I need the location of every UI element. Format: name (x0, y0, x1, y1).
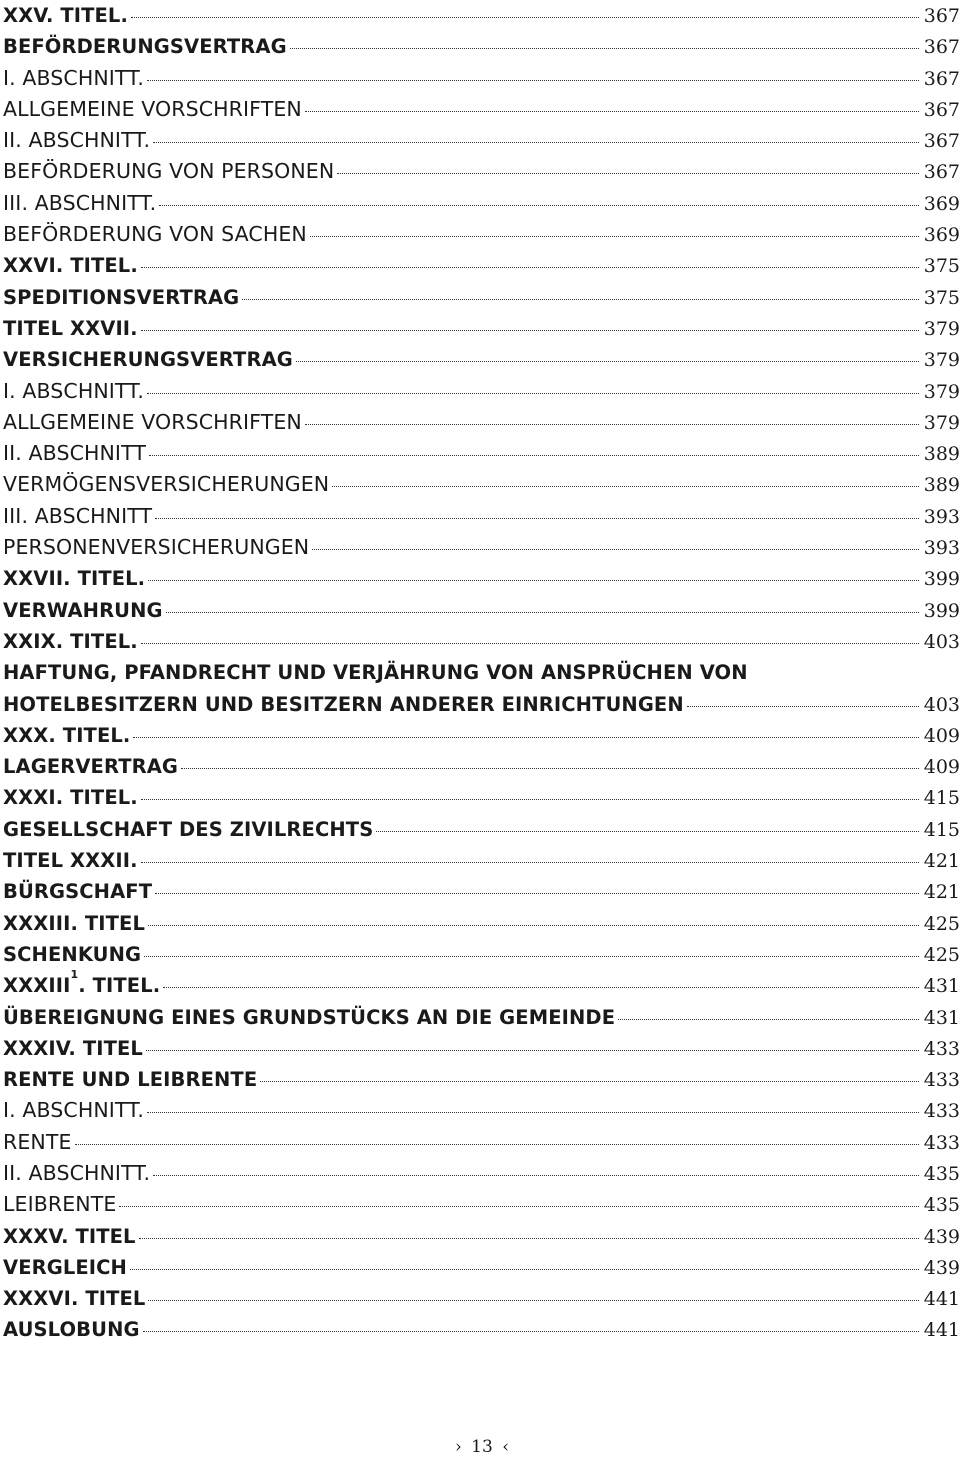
toc-entry-title: XXXI. TITEL. (3, 786, 138, 810)
toc-entry-title: VERGLEICH (3, 1255, 127, 1279)
toc-entry-label (3, 751, 178, 782)
toc-entry-title: I. ABSCHNITT. (3, 1098, 144, 1123)
toc-entry-title: HAFTUNG, PFANDRECHT UND VERJÄHRUNG VON ANSPRÜCHEN VON (3, 661, 748, 685)
toc-entry-title: BEFÖRDERUNG VON PERSONEN (3, 159, 335, 184)
toc-entry[interactable] (3, 469, 960, 500)
toc-entry-label (3, 438, 146, 469)
toc-entry-label (3, 1095, 144, 1126)
toc-entry[interactable] (3, 125, 960, 156)
dot-leader (337, 173, 919, 174)
toc-entry-label (3, 1127, 72, 1158)
toc-entry-label (3, 282, 239, 313)
toc-entry-label (3, 908, 145, 939)
toc-entry-title: ALLGEMEINE VORSCHRIFTEN (3, 96, 302, 121)
toc-entry-title: I. ABSCHNITT. (3, 378, 144, 403)
toc-entry-title: SCHENKUNG (3, 942, 142, 966)
dot-leader (75, 1144, 919, 1145)
dot-leader (159, 205, 919, 206)
toc-entry-label (3, 845, 138, 876)
toc-entry-page: 403 (923, 693, 960, 716)
toc-entry-title: II. ABSCHNITT. (3, 1160, 151, 1185)
toc-entry[interactable] (3, 1252, 960, 1283)
toc-entry[interactable] (3, 63, 960, 94)
toc-entry-title: XXVII. TITEL. (3, 567, 146, 591)
dot-leader (332, 486, 919, 487)
dot-leader (376, 831, 919, 832)
dot-leader (148, 925, 919, 926)
toc-entry-title: TITEL XXVII. (3, 316, 138, 340)
toc-entry[interactable] (3, 595, 960, 626)
toc-entry-label (3, 469, 329, 500)
toc-entry-label (3, 1314, 140, 1345)
toc-entry-page: 367 (923, 98, 960, 121)
toc-entry-page: 409 (923, 724, 960, 747)
dot-leader (305, 424, 919, 425)
toc-entry-page: 425 (923, 943, 960, 966)
toc-entry-title: XXXVI. TITEL (3, 1287, 146, 1311)
toc-entry[interactable] (3, 1158, 960, 1189)
toc-entry-label (3, 501, 152, 532)
toc-entry-page: 379 (923, 380, 960, 403)
toc-entry-page: 369 (923, 224, 960, 247)
toc-entry[interactable] (3, 376, 960, 407)
toc-entry[interactable] (3, 344, 960, 375)
dot-leader (310, 236, 919, 237)
toc-entry[interactable] (3, 1002, 960, 1033)
toc-entry[interactable] (3, 814, 960, 845)
toc-entry-label (3, 532, 309, 563)
toc-entry-title: HOTELBESITZERN UND BESITZERN ANDERER EINRICHTUNGEN (3, 692, 684, 716)
toc-entry[interactable] (3, 219, 960, 250)
toc-entry-label (3, 595, 163, 626)
toc-entry-title: TITEL XXXII. (3, 849, 138, 873)
dot-leader (181, 768, 919, 769)
toc-entry-title: III. ABSCHNITT (3, 503, 153, 528)
toc-entry-title: BEFÖRDERUNG VON SACHEN (3, 222, 307, 247)
toc-entry-label (3, 689, 684, 720)
dot-leader (131, 17, 919, 18)
dot-leader (155, 518, 919, 519)
toc-entry-label (3, 94, 302, 125)
toc-entry-title: XXV. TITEL. (3, 4, 128, 27)
page-number: 13 (471, 1437, 493, 1457)
toc-entry-title: VERMÖGENSVERSICHERUNGEN (3, 472, 330, 497)
toc-entry-label (3, 156, 334, 187)
toc-entry-title: LAGERVERTRAG (3, 755, 179, 779)
toc-entry-title: XXXIII. TITEL (3, 911, 145, 935)
toc-entry-label (3, 657, 748, 688)
toc-entry-label (3, 188, 156, 219)
toc-entry-label (3, 1283, 145, 1314)
dot-leader (618, 1019, 919, 1020)
toc-entry-title: SPEDITIONSVERTRAG (3, 285, 240, 309)
toc-entry-title: GESELLSCHAFT DES ZIVILRECHTS (3, 817, 374, 841)
toc-entry[interactable] (3, 1127, 960, 1158)
dot-leader (153, 1175, 919, 1176)
toc-entry-label (3, 250, 138, 281)
dot-leader (147, 1112, 919, 1113)
toc-entry-label (3, 626, 138, 657)
toc-entry-title: XXXIV. TITEL (3, 1036, 143, 1060)
toc-entry-page: 367 (923, 161, 960, 184)
page-number-footer (0, 1437, 960, 1457)
toc-entry-title: XXVI. TITEL. (3, 254, 138, 278)
toc-entry[interactable] (3, 250, 960, 281)
toc-entry-title: LEIBRENTE (3, 1192, 117, 1217)
toc-entry[interactable] (3, 313, 960, 344)
toc-entry-page: 367 (923, 36, 960, 59)
toc-entry-label (3, 782, 138, 813)
toc-entry-page: 409 (923, 756, 960, 779)
dot-leader (242, 299, 919, 300)
dot-leader (290, 48, 919, 49)
toc-entry-label (3, 563, 145, 594)
toc-entry-page: 435 (923, 1194, 960, 1217)
toc-entry[interactable] (3, 626, 960, 657)
toc-entry-page: 421 (923, 881, 960, 904)
toc-entry-page: 439 (923, 1256, 960, 1279)
toc-entry-label (3, 407, 302, 438)
toc-entry[interactable] (3, 657, 960, 688)
toc-entry-page: 379 (923, 317, 960, 340)
toc-entry-page: 441 (923, 1319, 960, 1342)
page-marker-right-icon: ‹ (502, 1437, 510, 1457)
toc-entry-title: III. ABSCHNITT. (3, 190, 157, 215)
toc-entry[interactable] (3, 1095, 960, 1126)
toc-entry-label (3, 814, 373, 845)
toc-entry[interactable] (3, 1064, 960, 1095)
dot-leader (141, 799, 919, 800)
toc-entry-label (3, 344, 293, 375)
toc-entry[interactable] (3, 908, 960, 939)
toc-entry-label (3, 63, 144, 94)
dot-leader (143, 1331, 919, 1332)
toc-entry-page: 389 (923, 443, 960, 466)
toc-entry-page: 399 (923, 599, 960, 622)
page-marker-left-icon: › (454, 1437, 462, 1457)
toc-entry-label (3, 0, 128, 31)
toc-entry-label (3, 1064, 257, 1095)
toc-entry-title: RENTE (3, 1129, 72, 1154)
toc-entry-page: 433 (923, 1100, 960, 1123)
dot-leader (166, 612, 919, 613)
toc-entry-page: 435 (923, 1162, 960, 1185)
toc-entry-page: 379 (923, 411, 960, 434)
toc-entry[interactable] (3, 1189, 960, 1220)
toc-entry-title: VERWAHRUNG (3, 598, 163, 622)
toc-entry-page: 367 (923, 5, 960, 27)
toc-entry-title: PERSONENVERSICHERUNGEN (3, 535, 310, 560)
toc-entry-title: ALLGEMEINE VORSCHRIFTEN (3, 409, 302, 434)
toc-entry-title-suffix: . TITEL. (78, 974, 161, 998)
toc-entry-page: 369 (923, 192, 960, 215)
toc-entry-label (3, 376, 144, 407)
toc-entry-page: 403 (923, 630, 960, 653)
dot-leader (141, 862, 919, 863)
toc-entry[interactable] (3, 438, 960, 469)
toc-entry-title: VERSICHERUNGSVERTRAG (3, 348, 293, 372)
toc-entry-title: ÜBEREIGNUNG EINES GRUNDSTÜCKS AN DIE GEMEINDE (3, 1005, 616, 1029)
toc-entry[interactable] (3, 1221, 960, 1252)
toc-entry-page: 433 (923, 1131, 960, 1154)
toc-entry[interactable] (3, 156, 960, 187)
toc-entry[interactable] (3, 876, 960, 907)
toc-entry-page: 431 (923, 1006, 960, 1029)
toc-entry[interactable] (3, 563, 960, 594)
toc-entry[interactable] (3, 967, 960, 1001)
toc-entry[interactable] (3, 532, 960, 563)
toc-entry[interactable] (3, 751, 960, 782)
toc-entry-page: 415 (923, 818, 960, 841)
toc-entry-title: XXX. TITEL. (3, 723, 131, 747)
dot-leader (155, 893, 919, 894)
toc-entry-page: 421 (923, 850, 960, 873)
toc-entry[interactable] (3, 0, 960, 31)
toc-entry-title: I. ABSCHNITT. (3, 65, 144, 90)
toc-entry-label (3, 125, 150, 156)
dot-leader (260, 1081, 919, 1082)
toc-entry[interactable] (3, 1283, 960, 1314)
toc-entry-label (3, 1158, 150, 1189)
toc-entry-page: 367 (923, 130, 960, 153)
toc-entry-label (3, 1033, 143, 1064)
dot-leader (139, 1238, 919, 1239)
toc-entry-superscript: 1 (70, 967, 79, 981)
dot-leader (147, 80, 919, 81)
toc-entry[interactable] (3, 689, 960, 720)
toc-entry-label (3, 313, 138, 344)
toc-entry[interactable] (3, 501, 960, 532)
dot-leader (312, 549, 919, 550)
toc-entry-title: BÜRGSCHAFT (3, 880, 153, 904)
dot-leader (144, 956, 919, 957)
toc-entry-title: AUSLOBUNG (3, 1318, 140, 1342)
toc-entry-label (3, 1252, 127, 1283)
dot-leader (148, 1300, 919, 1301)
toc-entry[interactable] (3, 188, 960, 219)
toc-entry[interactable] (3, 1314, 960, 1345)
dot-leader (148, 580, 919, 581)
toc-entry-page: 431 (923, 975, 960, 998)
dot-leader (119, 1206, 919, 1207)
dot-leader (163, 987, 919, 988)
toc-entry[interactable] (3, 282, 960, 313)
toc-entry-page: 433 (923, 1037, 960, 1060)
toc-entry-title: BEFÖRDERUNGSVERTRAG (3, 35, 287, 59)
toc-entry-title: XXXIII (3, 974, 71, 998)
dot-leader (146, 1050, 919, 1051)
toc-entry-page: 375 (923, 286, 960, 309)
table-of-contents (3, 0, 960, 1346)
toc-entry-page: 433 (923, 1069, 960, 1092)
toc-entry[interactable] (3, 407, 960, 438)
toc-entry-page: 393 (923, 537, 960, 560)
toc-entry-label (3, 1002, 615, 1033)
toc-entry-page: 389 (923, 474, 960, 497)
toc-entry-title: II. ABSCHNITT (3, 441, 146, 466)
toc-entry-page: 425 (923, 912, 960, 935)
dot-leader (305, 111, 919, 112)
toc-entry-page: 439 (923, 1225, 960, 1248)
toc-entry-title: XXIX. TITEL. (3, 629, 138, 653)
toc-entry-page: 375 (923, 255, 960, 278)
dot-leader (296, 361, 919, 362)
toc-entry-label (3, 876, 152, 907)
toc-entry-page: 441 (923, 1288, 960, 1311)
dot-leader (687, 706, 919, 707)
toc-entry-title: RENTE UND LEIBRENTE (3, 1068, 258, 1092)
toc-entry-page: 393 (923, 505, 960, 528)
toc-entry-page: 367 (923, 67, 960, 90)
dot-leader (130, 1269, 919, 1270)
toc-entry-label (3, 31, 287, 62)
dot-leader (141, 330, 919, 331)
toc-entry-label (3, 967, 161, 1001)
dot-leader (133, 737, 919, 738)
toc-entry-label (3, 219, 307, 250)
dot-leader (153, 142, 919, 143)
toc-entry-label (3, 1189, 116, 1220)
toc-entry-title: XXXV. TITEL (3, 1224, 136, 1248)
toc-entry-page: 415 (923, 787, 960, 810)
dot-leader (149, 455, 919, 456)
dot-leader (141, 643, 919, 644)
toc-entry-label (3, 1221, 136, 1252)
toc-entry-page: 379 (923, 349, 960, 372)
toc-entry[interactable] (3, 1033, 960, 1064)
dot-leader (141, 267, 919, 268)
toc-entry[interactable] (3, 94, 960, 125)
toc-entry[interactable] (3, 782, 960, 813)
toc-entry[interactable] (3, 939, 960, 970)
toc-entry-label (3, 720, 130, 751)
toc-entry[interactable] (3, 845, 960, 876)
toc-entry[interactable] (3, 31, 960, 62)
toc-entry-label (3, 939, 141, 970)
toc-entry-page: 399 (923, 568, 960, 591)
toc-entry[interactable] (3, 720, 960, 751)
toc-entry-title: II. ABSCHNITT. (3, 128, 151, 153)
dot-leader (147, 393, 919, 394)
